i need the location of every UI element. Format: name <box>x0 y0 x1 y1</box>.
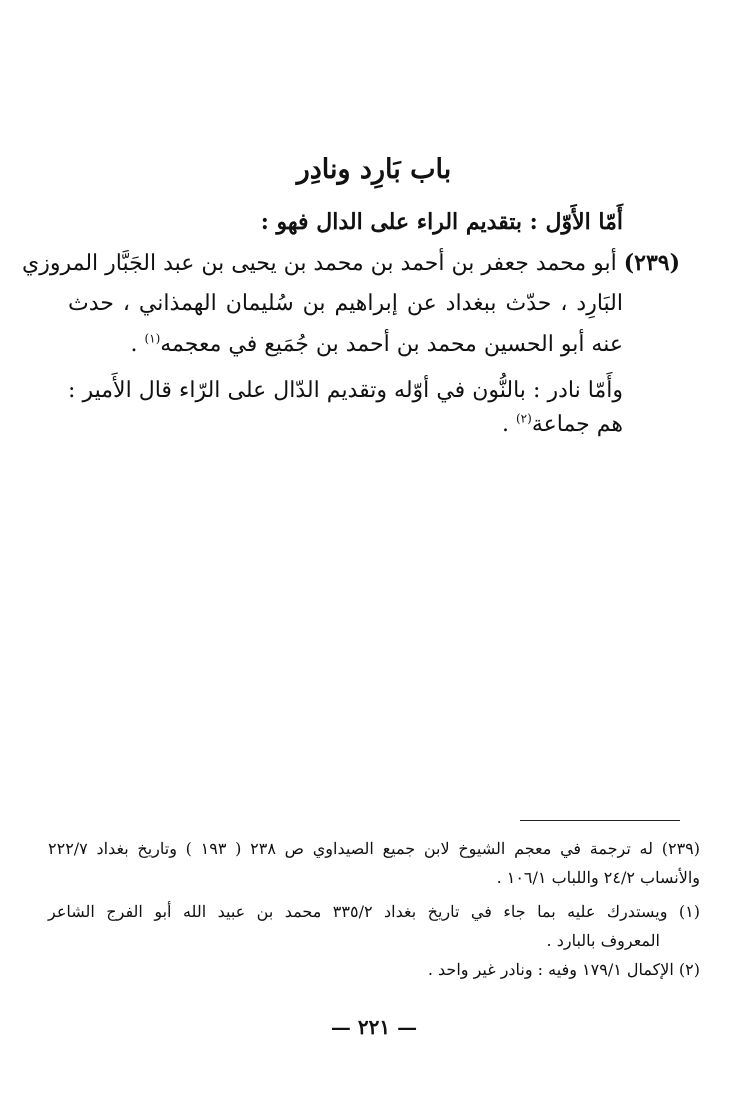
footnote-1-line-2: المعروف بالبارد . <box>546 931 660 950</box>
body-line-3: البَارِد ، حدّث ببغداد عن إبراهيم بن سُليمان الهمذاني ، حدث <box>68 291 623 316</box>
footnote-239-line-2: والأنساب ٢٤/٢ واللباب ١٠٦/١ . <box>496 868 700 887</box>
entry-number: (٢٣٩) <box>623 250 680 276</box>
footnote-239-line-1: (٢٣٩) له ترجمة في معجم الشيوخ لابن جميع الصيداوي ص ٢٣٨ ( ١٩٣ ) وتاريخ بغداد ٢٢٢/٧ <box>48 839 700 858</box>
body-line-5: وأَمّا نادر : بالنُّون في أوّله وتقديم الدّال على الرّاء قال الأَمير : <box>68 378 623 403</box>
footnote-2-line-1: (٢) الإكمال ١٧٩/١ وفيه : ونادر غير واحد . <box>427 960 700 979</box>
footnote-1-line-1: (١) ويستدرك عليه بما جاء في تاريخ بغداد ٣٣٥/٢ محمد بن عبيد الله أبو الفرج الشاعر <box>48 902 700 921</box>
body-line-6-text: هم جماعة <box>531 412 623 437</box>
body-line-4 <box>130 328 623 362</box>
body-line-1: أَمّا الأَوّل : بتقديم الراء على الدال فهو : <box>260 209 623 235</box>
body-line-6 <box>502 408 623 442</box>
body-line-4-end: . <box>130 332 145 357</box>
chapter-title: باب بَارِد ونادِر <box>296 154 452 185</box>
page-number: — ٢٢١ — <box>330 1015 418 1039</box>
body-line-4-text: عنه أبو الحسين محمد بن أحمد بن جُمَيع في معجمه <box>160 332 623 357</box>
footnote-ref-2: (٢) <box>515 411 532 426</box>
entry-text: أبو محمد جعفر بن أحمد بن محمد بن يحيى بن عبد الجَبَّار المروزي <box>22 251 617 276</box>
body-line-6-end: . <box>501 412 516 437</box>
footnote-divider <box>520 820 680 821</box>
footnote-ref-1: (١) <box>144 331 161 346</box>
body-line-2 <box>22 246 680 281</box>
